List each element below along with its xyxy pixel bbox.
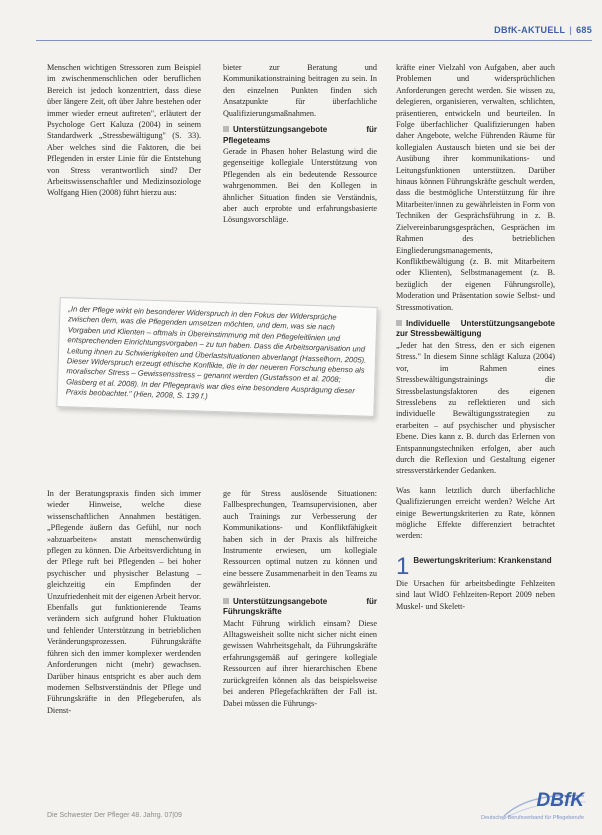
quote-box bbox=[56, 297, 377, 417]
section-title: Bewertungskriterium: Krankenstand bbox=[413, 555, 552, 565]
paragraph: bieter zur Beratung und Kommunikationstraining beitragen zu sein. In den einzelnen Punkten finden sich Ansatzpunkte für überfachliche Qualifizierungsmaßnahmen. bbox=[223, 63, 377, 118]
square-bullet-icon bbox=[396, 320, 402, 326]
page-header bbox=[0, 22, 602, 38]
header-section: DBfK-AKTUELL bbox=[494, 25, 566, 35]
paragraph: kräfte einer Vielzahl von Aufgaben, aber auch Problemen und widersprüchlichen Anforderungen gerecht werden. Sie wissen zu, delegieren, organisieren, verwalten, schlichten, präsentieren, entwickeln und beurteilen. In Folge überfachlicher Qualifizierungen haben daher Angebote, welche Führenden Räume für kollegialen Austausch bieten und sie bei der Ausübung ihrer kommunikations- und Leitungsfunktionen unterstützen. Darüber hinaus können Führungskräfte geschult werden, dass die bestmögliche Unterstützung für ihre Mitarbeiter/innen zu gewährleisten in Form von Techniken der Gesprächsführung in z. B. Zielvereinbarungsgesprächen, Gesprächen im Rahmen des betrieblichen Eingliederungsmanagements, Konfliktbewältigung (z. B. mit Mitarbeitern oder Klienten), Selbstmanagement (z. B. bezüglich der eigenen Führungsrolle), Moderation und Präsentation sowie Selbst- und Stressmotivation. bbox=[396, 63, 555, 312]
subheading-stressbewaeltigung: Individuelle Unterstützungsangebote zur Stressbewältigung bbox=[396, 318, 555, 339]
paragraph: Was kann letztlich durch überfachliche Qualifizierungen erreicht werden? Welche Art einige Bewertungskriterien zu Rate, können mögliche Effekte differenziert betrachtet werden: bbox=[396, 485, 555, 541]
header-rule bbox=[36, 40, 592, 41]
paragraph: Menschen wichtigen Stressoren zum Beispiel im zwischenmenschlichen oder beruflichen Bereich ist jedoch konzentriert, dass diese über längere Zeit, oft über Jahre bestehen oder immer wieder erneut auftreten", erläutert der Psychologe Gert Kaluza (2004) in seinem Standardwerk „Stressbewältigung" (S. 33). Aber welches sind die Faktoren, die bei Pflegenden in erster Linie für die Entstehung von Stress verantwortlich sind? Der Arbeitswissenschaftler und Medizinsoziologe Wolfgang Hien (2008) führt hierzu aus: bbox=[47, 63, 201, 198]
paragraph: Die Ursachen für arbeitsbedingte Fehlzeiten sind laut WIdO Fehlzeiten-Report 2009 neben Muskel- und Skelett- bbox=[396, 578, 555, 611]
dbfk-logo-subtitle: Deutscher Berufsverband für Pflegeberufe bbox=[480, 815, 584, 821]
subheading-pflegeteams: Unterstützungsangebote für Pflegeteams bbox=[223, 125, 377, 145]
subheading-fuehrungskraefte: Unterstützungsangebote für Führungskräfte bbox=[223, 596, 377, 617]
square-bullet-icon bbox=[223, 126, 229, 132]
column-2-top bbox=[223, 62, 377, 226]
quote-text: „In der Pflege wirkt ein besonderer Widerspruch in den Fokus der Widersprüche zwischen dem, was die Pflegenden umsetzen möchten, und dem, was sie nach Vorgaben und Klienten – oftmals in Übereinstimmung mit den Pflegeleitlinien und entsprechenden Einrichtungsvorgaben – zu tun haben. Dass die Arbeitsorganisation und Leitung ihnen zu Schwierigkeiten und Überlastsituationen abverlangt (Hasselhorn, 2005). Dieser Widerspruch erzeugt ethische Konflikte, die in der neueren Forschung ebenso als moralischer Stress – Gewissensstress – genannt werden (Gustafsson et al. 2008; Glasberg et al. 2008). In der Pflegepraxis war dies eine besondere Ausprägung dieser Praxis beobachtet." (Hien, 2008, S. 139 f.) bbox=[65, 304, 367, 401]
paragraph: In der Beratungspraxis finden sich immer wieder Hinweise, welche diese wissenschaftlichen Annahmen bestätigen. „Pflegende äußern das Gefühl, nur noch »abzuarbeiten« anstatt menschenwürdig pflegen zu können. Die Arbeitsverdichtung in der Pflege ruft bei Pflegenden – bei hoher psychischer und physischer Belastung – gleichzeitig ein Empfinden der Unzufriedenheit mit der eigenen Arbeit hervor. Ebenfalls gut funktionierende Teams verändern sich aufgrund hoher Fluktuation und fehlender Unterstützung in betrieblichen Veränderungsprozessen. Führungskräfte führen sich den immer komplexer werdenden Anforderungen nicht (mehr) gewachsen. Darüber hinaus entspricht es aber auch dem modernen Selbstverständnis der Pflege und Führungskräfte in den Pflegeberufen, als Dienst- bbox=[47, 489, 201, 715]
paragraph: Macht Führung wirklich einsam? Diese Alltagsweisheit sollte nicht sicher nicht einen gewissen Wahrheitsgehalt, da Führungskräfte erfahrungsgemäß auf geringere kollegiale Ressourcen auf ihrer hierarchischen Ebene zurückgreifen können als das beispielsweise bei anderen Pflegefachkräften der Fall ist. Dabei müssen die Führungs- bbox=[223, 618, 377, 708]
numbered-heading bbox=[396, 552, 555, 580]
section-number: 1 bbox=[396, 552, 410, 580]
paragraph: „Jeder hat den Stress, den er sich eigenen Stress." In diesem Sinne schlägt Kaluza (2004) vor, im Rahmen eines Stressbewältigungstrainings die Stressbelastungsfaktoren des eigenen Stresslebens zu reflektieren und sich individuelle Bewältigungsstrategien zu erarbeiten – auf psychischer und physischer Ebene. Dies kann z. B. durch das Erlernen von Entspannungstechniken erfolgen, aber auch durch die Reflexion und Gestaltung eigener stressverstärkender Gedanken. bbox=[396, 340, 555, 476]
header-page-number: 685 bbox=[576, 25, 592, 35]
footer-citation: Die Schwester Der Pfleger 48. Jahrg. 07|09 bbox=[47, 812, 182, 819]
column-1-top bbox=[47, 62, 201, 199]
square-bullet-icon bbox=[223, 598, 229, 604]
dbfk-logo: DBfK bbox=[536, 790, 584, 811]
column-2-bottom bbox=[223, 488, 377, 709]
paragraph: ge für Stress auslösende Situationen: Fallbesprechungen, Teamsupervisionen, aber auch Trainings zur Verbesserung der Kommunikations- und Konfliktfähigkeit haben sich in der Praxis als hilfreiche Instrumente erwiesen, um kollegiale Ressourcen optimal nutzen zu können und eine bessere Zusammenarbeit in den Teams zu gewährleisten. bbox=[223, 489, 377, 590]
column-3 bbox=[396, 62, 555, 612]
column-1-bottom bbox=[47, 488, 201, 716]
paragraph: Gerade in Phasen hoher Belastung wird die gegenseitige kollegiale Unterstützung von Pflegenden als ein bedeutende Ressource wahrgenommen. Bei den Kollegen in ähnlicher Situation finden sie Verständnis, aber auch erprobte und erfahrungsbasierte Lösungsvorschläge. bbox=[223, 147, 377, 225]
header-separator: | bbox=[569, 25, 573, 35]
